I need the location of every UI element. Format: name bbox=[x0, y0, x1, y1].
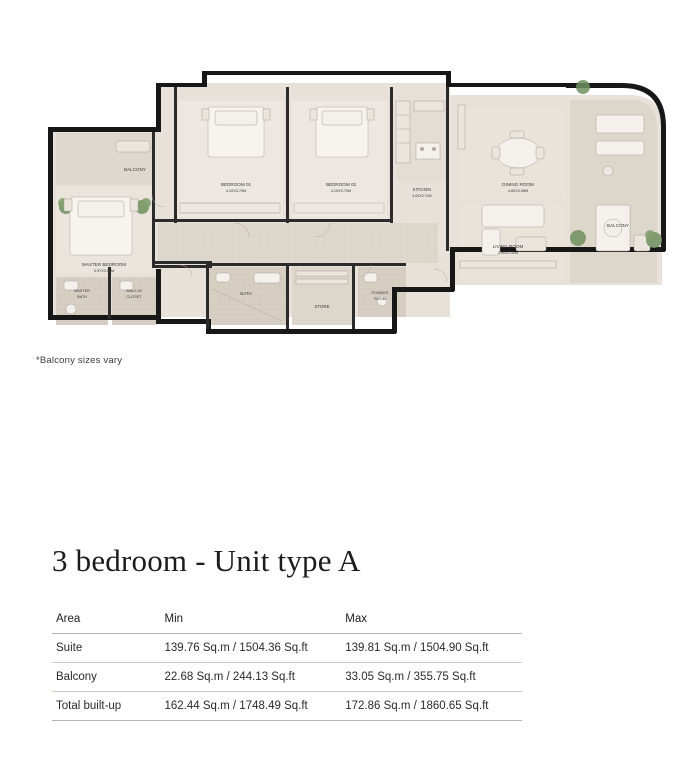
table-row bbox=[52, 692, 522, 721]
svg-text:KITCHEN: KITCHEN bbox=[412, 187, 432, 192]
svg-text:LIVING ROOM: LIVING ROOM bbox=[492, 244, 524, 249]
svg-text:4.00X2.70M: 4.00X2.70M bbox=[412, 194, 432, 198]
page-title: 3 bedroom - Unit type A bbox=[52, 543, 361, 578]
row-label-suite: Suite bbox=[52, 634, 161, 663]
svg-text:MASTER BEDROOM: MASTER BEDROOM bbox=[81, 262, 127, 267]
row-min-balcony: 22.68 Sq.m / 244.13 Sq.ft bbox=[161, 663, 342, 692]
table-row bbox=[52, 634, 522, 663]
row-label-balcony: Balcony bbox=[52, 663, 161, 692]
table-header-max: Max bbox=[341, 608, 522, 634]
svg-text:CLOSET: CLOSET bbox=[126, 295, 142, 299]
balcony-note: *Balcony sizes vary bbox=[36, 355, 123, 366]
svg-text:BEDROOM 01: BEDROOM 01 bbox=[220, 182, 252, 187]
svg-text:3.97X3.59M: 3.97X3.59M bbox=[93, 269, 115, 273]
floorplan-drawing bbox=[30, 55, 670, 335]
table-header-row bbox=[52, 608, 522, 634]
table-header-min: Min bbox=[161, 608, 342, 634]
row-max-suite: 139.81 Sq.m / 1504.90 Sq.ft bbox=[341, 634, 522, 663]
svg-text:BATH: BATH bbox=[240, 291, 252, 296]
area-table bbox=[52, 608, 522, 721]
svg-text:BEDROOM 02: BEDROOM 02 bbox=[325, 182, 357, 187]
svg-text:3.90X2.50M: 3.90X2.50M bbox=[497, 251, 519, 255]
svg-text:DINING ROOM: DINING ROOM bbox=[502, 182, 534, 187]
svg-text:ROOM: ROOM bbox=[374, 297, 386, 301]
table-row bbox=[52, 663, 522, 692]
row-label-total: Total built-up bbox=[52, 692, 161, 721]
svg-text:BATH: BATH bbox=[77, 295, 87, 299]
svg-text:POWDER: POWDER bbox=[371, 291, 389, 295]
svg-text:4.10X3.70M: 4.10X3.70M bbox=[225, 189, 247, 193]
svg-text:BALCONY: BALCONY bbox=[607, 223, 629, 228]
row-min-suite: 139.76 Sq.m / 1504.36 Sq.ft bbox=[161, 634, 342, 663]
svg-text:4.10X3.70M: 4.10X3.70M bbox=[330, 189, 352, 193]
svg-text:STORE: STORE bbox=[314, 304, 330, 309]
svg-text:WALK-IN: WALK-IN bbox=[126, 289, 142, 293]
row-max-balcony: 33.05 Sq.m / 355.75 Sq.ft bbox=[341, 663, 522, 692]
table-header-area: Area bbox=[52, 608, 161, 634]
svg-text:MASTER: MASTER bbox=[74, 289, 90, 293]
row-min-total: 162.44 Sq.m / 1748.49 Sq.ft bbox=[161, 692, 342, 721]
row-max-total: 172.86 Sq.m / 1860.65 Sq.ft bbox=[341, 692, 522, 721]
svg-text:4.80X3.08M: 4.80X3.08M bbox=[507, 189, 529, 193]
svg-text:BALCONY: BALCONY bbox=[124, 167, 146, 172]
